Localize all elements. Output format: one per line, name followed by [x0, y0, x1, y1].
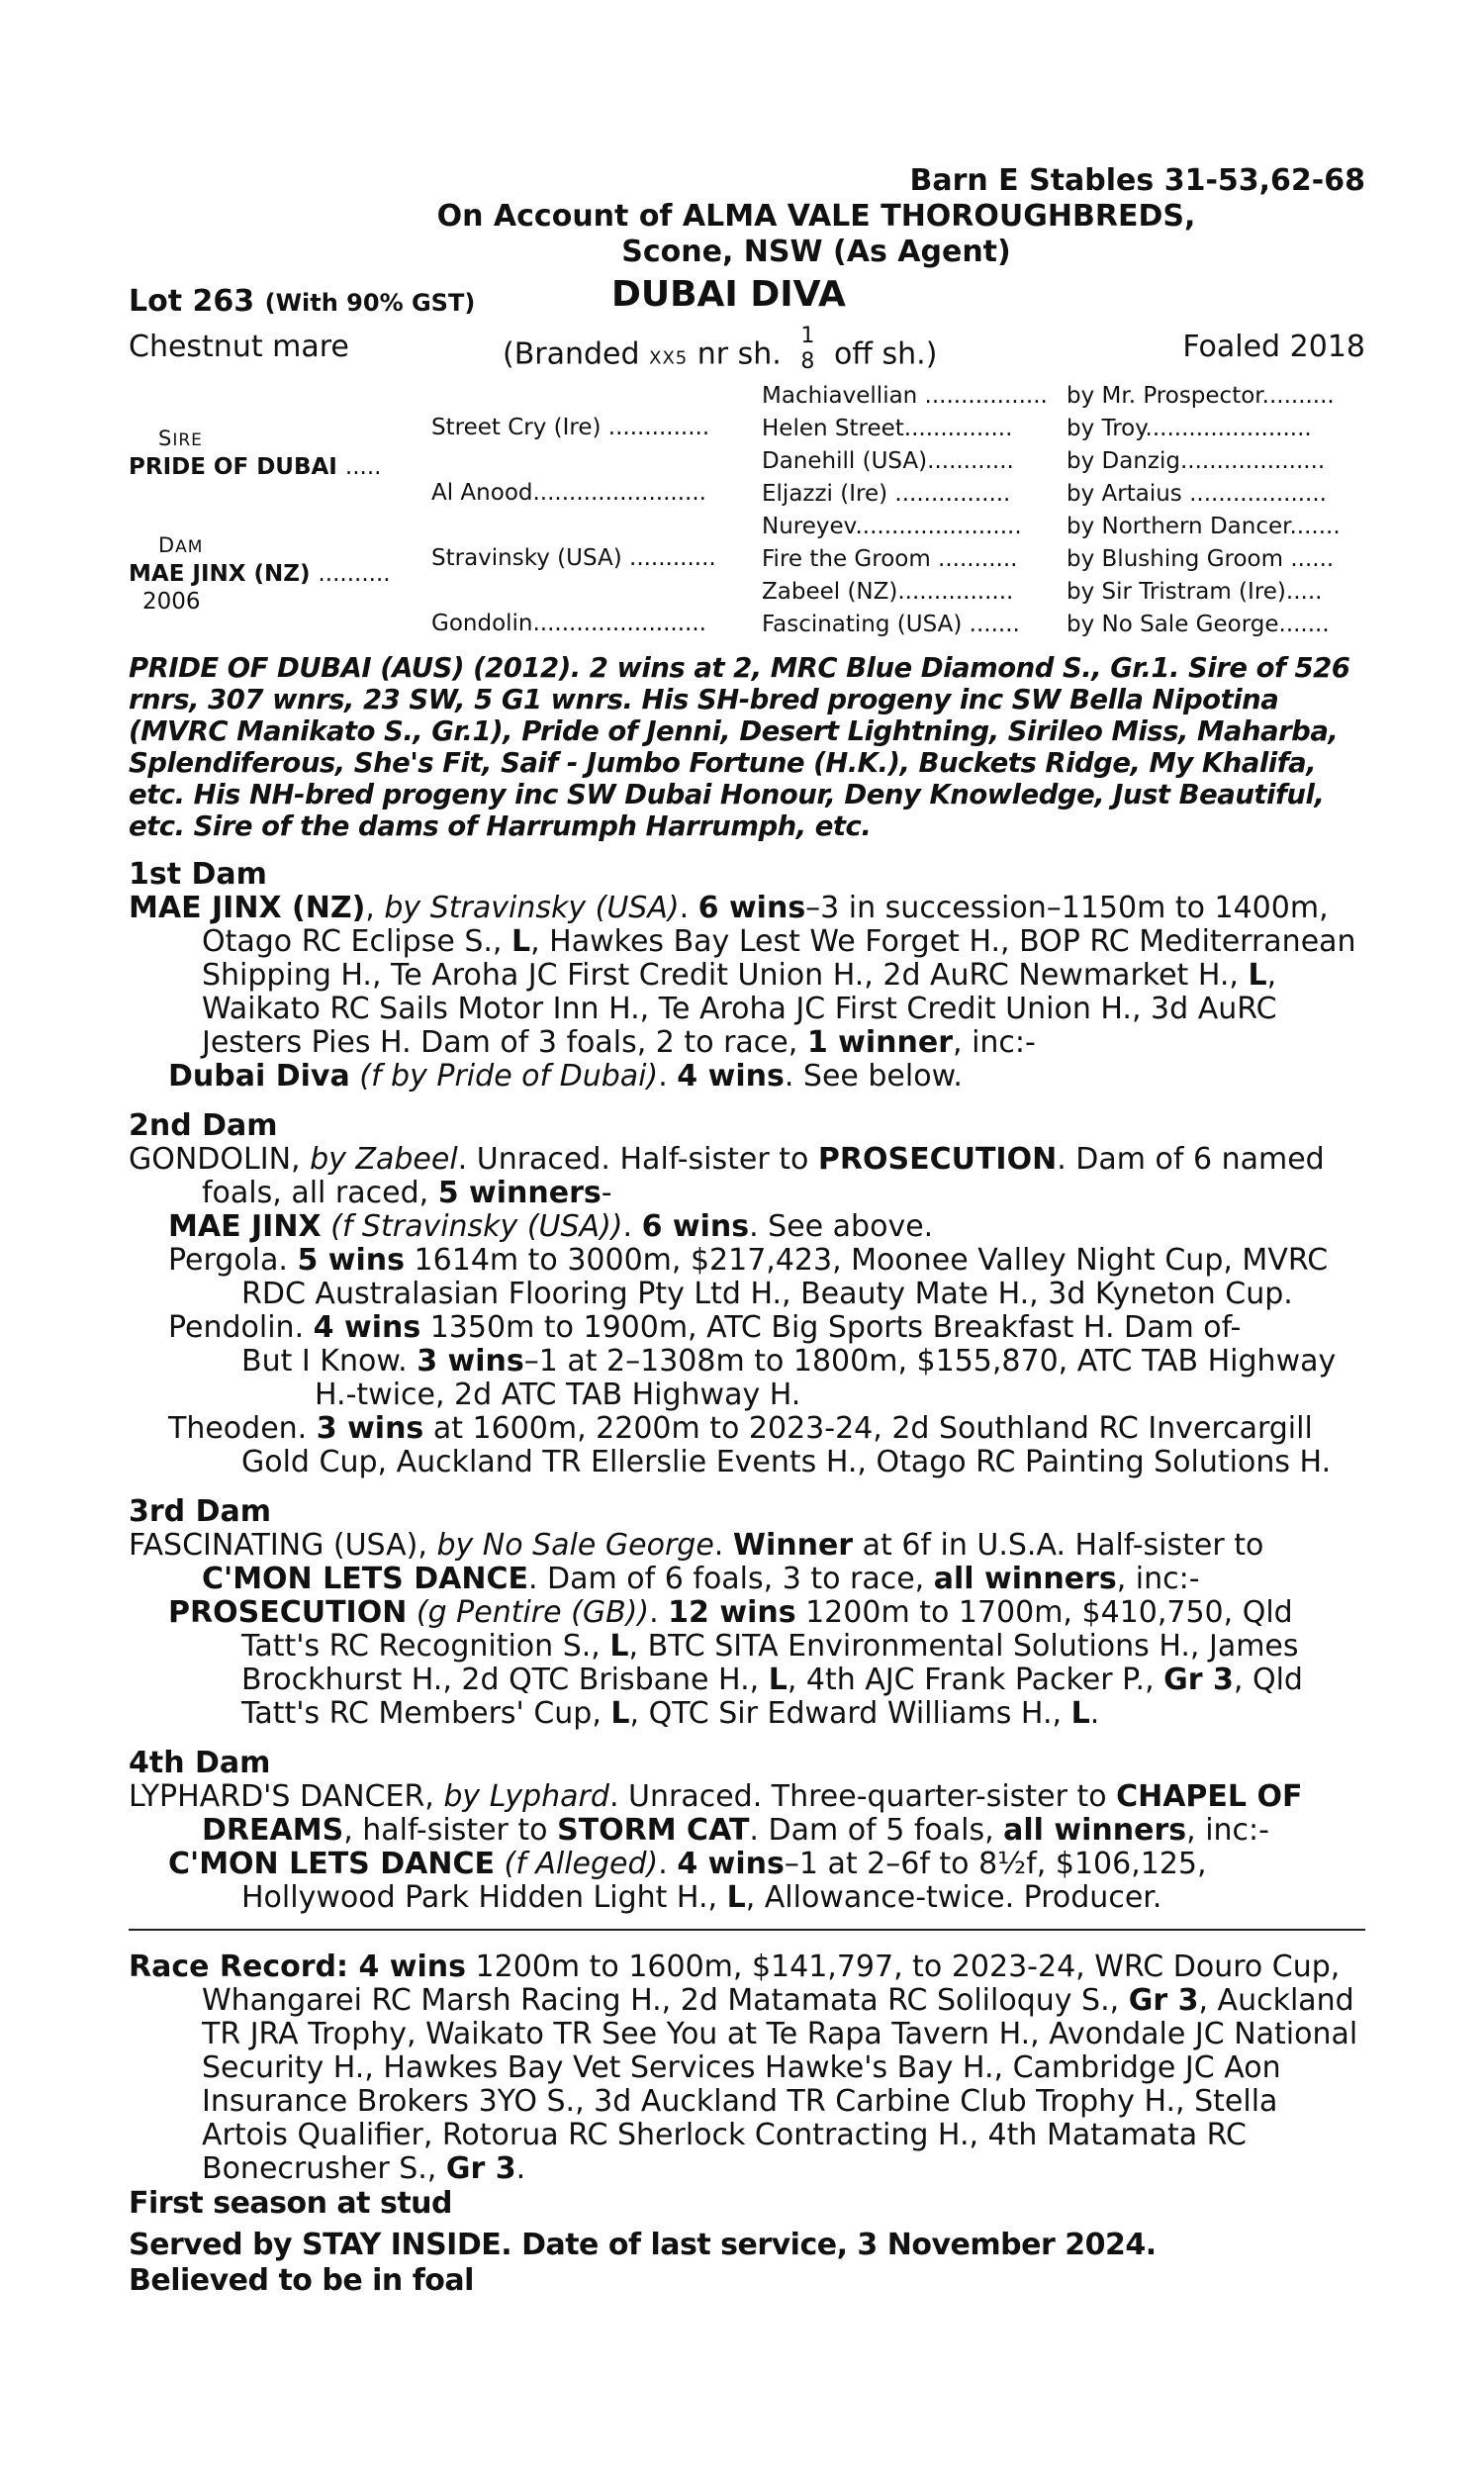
fourth-dam-heading: 4th Dam [129, 1746, 271, 1780]
second-dam-section [129, 1109, 1365, 1479]
progeny-wins: 4 wins [677, 1059, 785, 1094]
dam-dots: .......... [318, 561, 391, 587]
granddam-dam: Gondolin........................ [431, 611, 706, 636]
second-dam-progeny-3 [129, 1311, 1365, 1345]
race-record-label: Race Record: [129, 1950, 359, 1984]
sire-dots: ..... [344, 454, 382, 480]
dam-label: DAM [158, 533, 204, 557]
race-record [129, 1951, 1365, 2186]
first-dam-record-2: , Hawkes Bay Lest We Forget H., BOP RC Mediterranean Shipping H., Te Aroha JC First Credit Union H., 2d AuRC Newmarket H., [202, 924, 1356, 993]
progeny-name: PROSECUTION [168, 1595, 408, 1630]
third-dam-progeny-1: PROSECUTION (g Pentire (GB)). 12 wins 1200m to 1700m, $410,750, Qld Tatt's RC Recognition S., L, BTC SITA Environmental Solutions H., James Brockhurst H., 2d QTC Brisbane H., L, 4th AJC Frank Packer P., Gr 3, Qld Tatt's RC Members' Cup, L, QTC Sir Edward Williams H., L. [168, 1595, 1303, 1731]
progeny-note: . See below. [784, 1059, 963, 1094]
second-dam-progeny-1: MAE JINX (f Stravinsky (USA)). 6 wins. See above. [168, 1209, 934, 1244]
listed-mark: L [1248, 958, 1267, 993]
second-dam-progeny-2 [129, 1244, 1365, 1311]
fourth-dam-name: LYPHARD'S DANCER, [129, 1779, 434, 1814]
third-dam-text-3: , inc:- [1116, 1562, 1200, 1596]
second-dam-winners: 5 winners [437, 1176, 602, 1210]
progeny-note: 1200m to 1700m, $410,750, Qld Tatt's RC Recognition S., [241, 1595, 1293, 1664]
race-record-text-1: 1200m to 1600m, $141,797, to 2023-24, WRC Douro Cup, Whangarei RC Marsh Racing H., 2d Matamata RC Soliloquy S., [202, 1950, 1341, 2018]
listed-mark: L [510, 924, 531, 959]
gen3-6: Fire the Groom ........... [762, 546, 1018, 572]
progeny-wins: 4 wins [313, 1310, 421, 1345]
brand-fraction [800, 324, 814, 375]
progeny-name: Pergola. [168, 1243, 298, 1278]
progeny-wins: 12 wins [668, 1595, 796, 1630]
progeny-note: –1 at 2–6f to 8½f, $106,125, Hollywood Park Hidden Light H., [241, 1847, 1207, 1915]
grandsire-sire: Street Cry (Ire) .............. [431, 415, 710, 440]
fourth-dam-text-3: . Dam of 5 foals, [749, 1813, 1004, 1848]
listed-mark: L [609, 1629, 629, 1664]
third-dam-text-1: at 6f in U.S.A. Half-sister to [853, 1528, 1264, 1563]
sire-label: SIRE [158, 427, 203, 450]
gen3-3: Danehill (USA)............ [762, 448, 1014, 474]
gen3-7: Zabeel (NZ)................ [762, 579, 1014, 605]
stables-line: Barn E Stables 31-53,62-68 [909, 163, 1365, 198]
listed-mark: L [610, 1696, 630, 1731]
pedigree-table [129, 375, 1365, 636]
second-dam-sire: by Zabeel [310, 1142, 458, 1177]
foal-status: Believed to be in foal [129, 2263, 474, 2298]
first-dam-record-1: –3 in succession–1150m to 1400m, Otago RC Eclipse S., [202, 891, 1329, 959]
dam-year: 2006 [142, 589, 201, 615]
third-dam-text-2: . Dam of 6 foals, 3 to race, [527, 1562, 934, 1596]
second-dam-text-1: . Unraced. Half-sister to [457, 1142, 818, 1177]
sire-name-text: PRIDE OF DUBAI [129, 454, 337, 480]
second-dam-text-3: - [601, 1176, 612, 1210]
description-row [129, 318, 1365, 375]
fourth-dam-text-1: . Unraced. Three-quarter-sister to [608, 1779, 1117, 1814]
third-dam-winner: Winner [732, 1528, 854, 1563]
second-dam-text-2: . Dam of 6 named foals, all raced, [202, 1142, 1325, 1210]
fraction-numerator: 1 [800, 324, 815, 348]
progeny-note: , 4th AJC Frank Packer P., [787, 1663, 1164, 1697]
second-dam-name: GONDOLIN, [129, 1142, 301, 1177]
progeny-note: –1 at 2–1308m to 1800m, $155,870, ATC TAB Highway H.-twice, 2d ATC TAB Highway H. [315, 1344, 1337, 1412]
first-dam-winner-count: 1 winner [806, 1025, 954, 1060]
gen3-2: Helen Street............... [762, 416, 1013, 441]
fourth-dam-text-4: , inc:- [1186, 1813, 1269, 1848]
first-dam-record-4: , inc:- [953, 1025, 1036, 1060]
progeny-name: MAE JINX [168, 1209, 322, 1244]
third-dam-heading: 3rd Dam [129, 1494, 271, 1529]
first-dam-name: MAE JINX (NZ) [129, 891, 366, 925]
progeny-note: . [1089, 1696, 1100, 1731]
dam-name-text: MAE JINX (NZ) [129, 561, 311, 587]
brand-position: nr sh. [696, 336, 782, 372]
progeny-note: , Allowance-twice. Producer. [745, 1880, 1162, 1915]
race-record-text-2: , Auckland TR JRA Trophy, Waikato TR See You at Te Rapa Tavern H., Avondale JC National Security H., Hawkes Bay Vet Services Hawke's Bay H., Cambridge JC Aon Insurance Brokers 3YO S., 3d Auckland TR Carbine Club Trophy H., Stella Artois Qualifier, Rotorua RC Sherlock Contracting H., 4th Matamata RC Bonecrusher S., [202, 1983, 1358, 2186]
fourth-dam-relative-1: CHAPEL OF DREAMS [202, 1779, 1303, 1848]
progeny-wins: 4 wins [677, 1847, 785, 1881]
divider [129, 1929, 1365, 1931]
first-dam-sire: by Stravinsky (USA) [384, 891, 680, 925]
gen4-3: by Danzig.................... [1067, 448, 1326, 474]
gen3-4: Eljazzi (Ire) ................ [762, 481, 1011, 507]
progeny-sire: (g Pentire (GB)) [416, 1595, 650, 1630]
progeny-name: Dubai Diva [168, 1059, 350, 1094]
second-dam-half-sibling: PROSECUTION [817, 1142, 1058, 1177]
second-dam-grand-progeny [129, 1345, 1365, 1412]
progeny-note: . See above. [749, 1209, 934, 1244]
fourth-dam-text-2: , half-sister to [343, 1813, 558, 1848]
progeny-note: , BTC SITA Environmental Solutions H., James Brockhurst H., 2d QTC Brisbane H., [241, 1629, 1299, 1697]
sire-name [129, 454, 381, 480]
progeny-name: Pendolin. [168, 1310, 314, 1345]
service-details: Served by STAY INSIDE. Date of last service, 3 November 2024. [129, 2228, 1157, 2262]
fourth-dam-all-winners: all winners [1003, 1813, 1187, 1848]
lot-number-text: Lot 263 [129, 284, 255, 319]
progeny-wins: 5 wins [297, 1243, 406, 1278]
progeny-wins: 6 wins [641, 1209, 750, 1244]
lot-number [129, 284, 475, 319]
first-dam-section [129, 858, 1365, 1094]
fourth-dam-sire: by Lyphard [443, 1779, 609, 1814]
gen4-4: by Artaius ................... [1067, 481, 1327, 507]
listed-mark: L [768, 1663, 788, 1697]
fourth-dam-section [129, 1747, 1365, 1915]
progeny-name: Theoden. [168, 1411, 317, 1446]
progeny-sire: (f Stravinsky (USA)) [330, 1209, 623, 1244]
group-mark: Gr 3 [1128, 1983, 1199, 2018]
gst-note: (With 90% GST) [264, 289, 476, 317]
progeny-wins: 3 wins [417, 1344, 524, 1379]
brand-suffix: off sh.) [833, 336, 938, 372]
brand-description [503, 324, 938, 381]
fourth-dam-relative-2: STORM CAT [557, 1813, 750, 1848]
group-mark: Gr 3 [1163, 1663, 1234, 1697]
horse-name: DUBAI DIVA [611, 274, 846, 315]
first-dam-progeny: Dubai Diva (f by Pride of Dubai). 4 wins. See below. [168, 1059, 963, 1094]
progeny-name: But I Know. [241, 1344, 417, 1379]
brand-mark: XX5 [649, 347, 689, 369]
progeny-note: at 1600m, 2200m to 2023-24, 2d Southland RC Invercargill Gold Cup, Auckland TR Ellerslie Events H., Otago RC Painting Solutions H. [241, 1411, 1332, 1479]
gen4-7: by Sir Tristram (Ire)..... [1067, 579, 1323, 605]
vendor-line: On Account of ALMA VALE THOROUGHBREDS, [436, 199, 1196, 234]
gen3-8: Fascinating (USA) ....... [762, 612, 1020, 637]
foaled-year: Foaled 2018 [1182, 330, 1365, 364]
third-dam-name: FASCINATING (USA), [129, 1528, 427, 1563]
fourth-dam-text [129, 1780, 1365, 1848]
third-dam-section [129, 1495, 1365, 1731]
gen4-6: by Blushing Groom ...... [1067, 546, 1335, 572]
third-dam-sire: by No Sale George [436, 1528, 714, 1563]
progeny-note: , QTC Sir Edward Williams H., [629, 1696, 1071, 1731]
first-dam-heading: 1st Dam [129, 857, 267, 892]
progeny-sire: (f by Pride of Dubai) [359, 1059, 659, 1094]
lot-row [129, 274, 1365, 318]
colour-sex: Chestnut mare [129, 330, 349, 364]
progeny-sire: (f Alleged) [504, 1847, 659, 1881]
gen4-1: by Mr. Prospector.......... [1067, 383, 1335, 409]
progeny-note: , Qld Tatt's RC Members' Cup, [241, 1663, 1303, 1731]
third-dam-half-sibling: C'MON LETS DANCE [202, 1562, 528, 1596]
second-dam-heading: 2nd Dam [129, 1108, 278, 1143]
granddam-sire: Al Anood........................ [431, 480, 706, 506]
sire-summary: PRIDE OF DUBAI (AUS) (2012). 2 wins at 2, MRC Blue Diamond S., Gr.1. Sire of 526 rnrs, 307 wnrs, 23 SW, 5 G1 wnrs. His SH-bred progeny inc SW Bella Nipotina (MVRC Manikato S., Gr.1), Pride of Jenni, Desert Lightning, Sirileo Miss, Maharba, Splendiferous, She's Fit, Saif - Jumbo Fortune (H.K.), Buckets Ridge, My Khalifa, etc. His NH-bred progeny inc SW Dubai Honour, Deny Knowledge, Just Beautiful, etc. Sire of the dams of Harrumph Harrumph, etc. [129, 652, 1350, 842]
fourth-dam-progeny-1: C'MON LETS DANCE (f Alleged). 4 wins–1 at 2–6f to 8½f, $106,125, Hollywood Park Hidden Light H., L, Allowance-twice. Producer. [168, 1847, 1207, 1915]
third-dam-text [129, 1529, 1365, 1596]
gen4-8: by No Sale George....... [1067, 612, 1330, 637]
first-dam-text: MAE JINX (NZ), by Stravinsky (USA). 6 wins–3 in succession–1150m to 1400m, Otago RC Eclipse S., L, Hawkes Bay Lest We Forget H., BOP RC Mediterranean Shipping H., Te Aroha JC First Credit Union H., 2d AuRC Newmarket H., L, Waikato RC Sails Motor Inn H., Te Aroha JC First Credit Union H., 3d AuRC Jesters Pies H. Dam of 3 foals, 2 to race, 1 winner, inc:- [129, 891, 1356, 1060]
first-dam-record-3: , Waikato RC Sails Motor Inn H., Te Aroha JC First Credit Union H., 3d AuRC Jesters Pies H. Dam of 3 foals, 2 to race, [202, 958, 1277, 1060]
group-mark: Gr 3 [445, 2151, 516, 2186]
second-dam-text [129, 1143, 1365, 1210]
progeny-wins: 3 wins [316, 1411, 424, 1446]
brand-prefix: (Branded [503, 336, 640, 372]
location-line: Scone, NSW (As Agent) [621, 235, 1011, 269]
progeny-name: C'MON LETS DANCE [168, 1847, 495, 1881]
first-dam-wins: 6 wins [697, 891, 806, 925]
catalogue-page [129, 163, 1365, 2299]
race-record-wins: 4 wins [358, 1950, 467, 1984]
listed-mark: L [726, 1880, 746, 1915]
listed-mark: L [1070, 1696, 1090, 1731]
third-dam-all-winners: all winners [933, 1562, 1117, 1596]
gen3-1: Machiavellian ................. [762, 383, 1048, 409]
second-dam-progeny-4 [129, 1412, 1365, 1479]
gen4-5: by Northern Dancer....... [1067, 514, 1341, 539]
gen3-5: Nureyev....................... [762, 514, 1022, 539]
stud-status: First season at stud [129, 2186, 452, 2221]
progeny-note: 1350m to 1900m, ATC Big Sports Breakfast H. Dam of- [420, 1310, 1242, 1345]
gen4-2: by Troy....................... [1067, 416, 1312, 441]
race-record-text-3: . [515, 2151, 526, 2186]
grandsire-dam: Stravinsky (USA) ............ [431, 545, 716, 571]
third-dam-text-0: . [713, 1528, 733, 1563]
fraction-denominator: 8 [800, 349, 815, 374]
progeny-note: 1614m to 3000m, $217,423, Moonee Valley Night Cup, MVRC RDC Australasian Flooring Pty Ltd H., Beauty Mate H., 3d Kyneton Cup. [241, 1243, 1329, 1311]
dam-name [129, 561, 391, 587]
